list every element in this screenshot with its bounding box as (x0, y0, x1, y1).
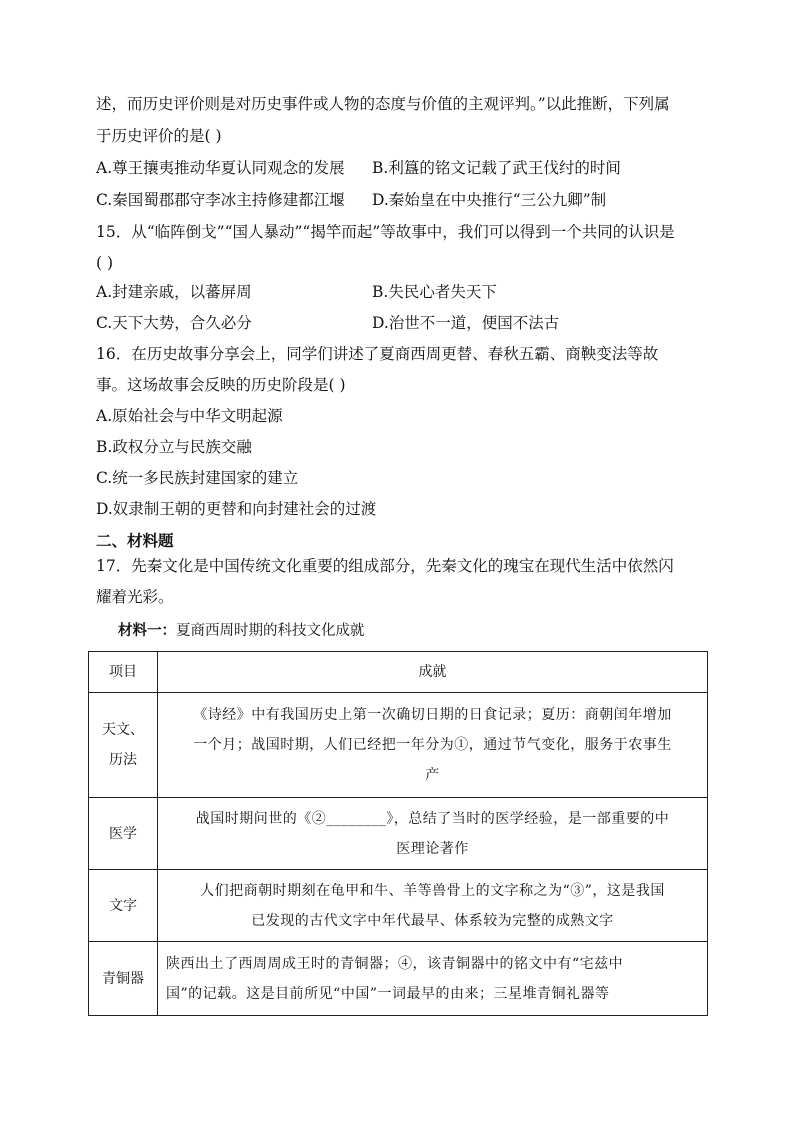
table-cell-achievement (158, 693, 708, 798)
achievement-text-line: 人们把商朝时期刻在龟甲和牛、羊等兽骨上的文字称之为“③”，这是我国 (200, 882, 665, 899)
achievement-text-line: 医理论著作 (396, 840, 469, 857)
achievements-table (88, 651, 708, 1016)
q16-option-c: C.统一多民族封建国家的建立 (96, 469, 299, 487)
item-text-line: 文字 (109, 897, 137, 914)
q17-stem-line2: 耀着光彩。 (96, 588, 174, 606)
table-header-achievement: 成就 (158, 652, 708, 693)
table-cell-item (89, 798, 158, 870)
q15-stem-line2: ( ) (96, 254, 114, 272)
table-row (89, 942, 708, 1016)
achievement-text-line: 陕西出土了西周周成王时的青铜器；④，该青铜器中的铭文中有“宅兹中 (166, 955, 624, 972)
q15-option-b: B.失民心者失天下 (372, 283, 497, 301)
table-cell-achievement (158, 870, 708, 942)
achievement-text-line: 已发现的古代文字中年代最早、体系较为完整的成熟文字 (251, 912, 614, 929)
achievement-text-line: 产 (425, 767, 440, 783)
table-cell-item (89, 870, 158, 942)
table-header-row (89, 652, 708, 693)
table-header-item: 项目 (89, 652, 158, 693)
achievement-text-line: 《诗经》中有我国历史上第一次确切日期的日食记录；夏历：商朝闰年增加 (193, 707, 672, 723)
q15-stem-line1: 15．从“临阵倒戈”“国人暴动”“揭竿而起”等故事中，我们可以得到一个共同的认识是 (96, 223, 675, 241)
q16-option-a: A.原始社会与中华文明起源 (96, 407, 283, 425)
q14-stem-line1: 述，而历史评价则是对历史事件或人物的态度与价值的主观评判。”以此推断，下列属 (96, 95, 670, 113)
item-text-line: 医学 (109, 825, 137, 842)
table-row (89, 798, 708, 870)
q14-option-a: A.尊王攘夷推动华夏认同观念的发展 (96, 159, 345, 177)
q16-option-b: B.政权分立与民族交融 (96, 438, 252, 456)
q15-option-a: A.封建亲戚，以蕃屏周 (96, 283, 252, 301)
q14-option-c: C.秦国蜀郡郡守李冰主持修建都江堰 (96, 191, 345, 209)
table-row (89, 870, 708, 942)
achievement-text-line: 一个月；战国时期，人们已经把一年分为①，通过节气变化，服务于农事生 (193, 737, 672, 753)
achievement-text-line: 战国时期问世的《②________》，总结了当时的医学经验，是一部重要的中 (195, 810, 670, 827)
item-text-line: 天文、 (102, 722, 144, 738)
table-row (89, 693, 708, 798)
item-text-line: 青铜器 (102, 970, 144, 987)
achievement-text-line: 国”的记载。这是目前所见“中国”一词最早的由来；三星堆青铜礼器等 (166, 985, 610, 1002)
material-one-caption (118, 620, 365, 642)
table-cell-achievement (158, 942, 708, 1016)
material-one-title: 夏商西周时期的科技文化成就 (176, 623, 365, 639)
q14-stem-line2: 于历史评价的是( ) (96, 127, 222, 145)
item-text-line: 历法 (109, 752, 137, 768)
material-one-label: 材料一： (118, 622, 176, 639)
q17-stem-line1: 17．先秦文化是中国传统文化重要的组成部分，先秦文化的瑰宝在现代生活中依然闪 (96, 557, 674, 575)
table-cell-item (89, 693, 158, 798)
q14-option-d: D.秦始皇在中央推行“三公九卿”制 (372, 191, 607, 209)
q16-stem-line2: 事。这场故事会反映的历史阶段是( ) (96, 376, 346, 394)
q16-stem-line1: 16．在历史故事分享会上，同学们讲述了夏商西周更替、春秋五霸、商鞅变法等故 (96, 345, 659, 363)
q15-option-d: D.治世不一道，便国不法古 (372, 314, 560, 332)
q16-option-d: D.奴隶制王朝的更替和向封建社会的过渡 (96, 500, 377, 518)
table-cell-achievement (158, 798, 708, 870)
section-title-material: 二、材料题 (96, 532, 174, 550)
table-cell-item (89, 942, 158, 1016)
q15-option-c: C.天下大势，合久必分 (96, 314, 252, 332)
q14-option-b: B.利簋的铭文记载了武王伐纣的时间 (372, 159, 621, 177)
